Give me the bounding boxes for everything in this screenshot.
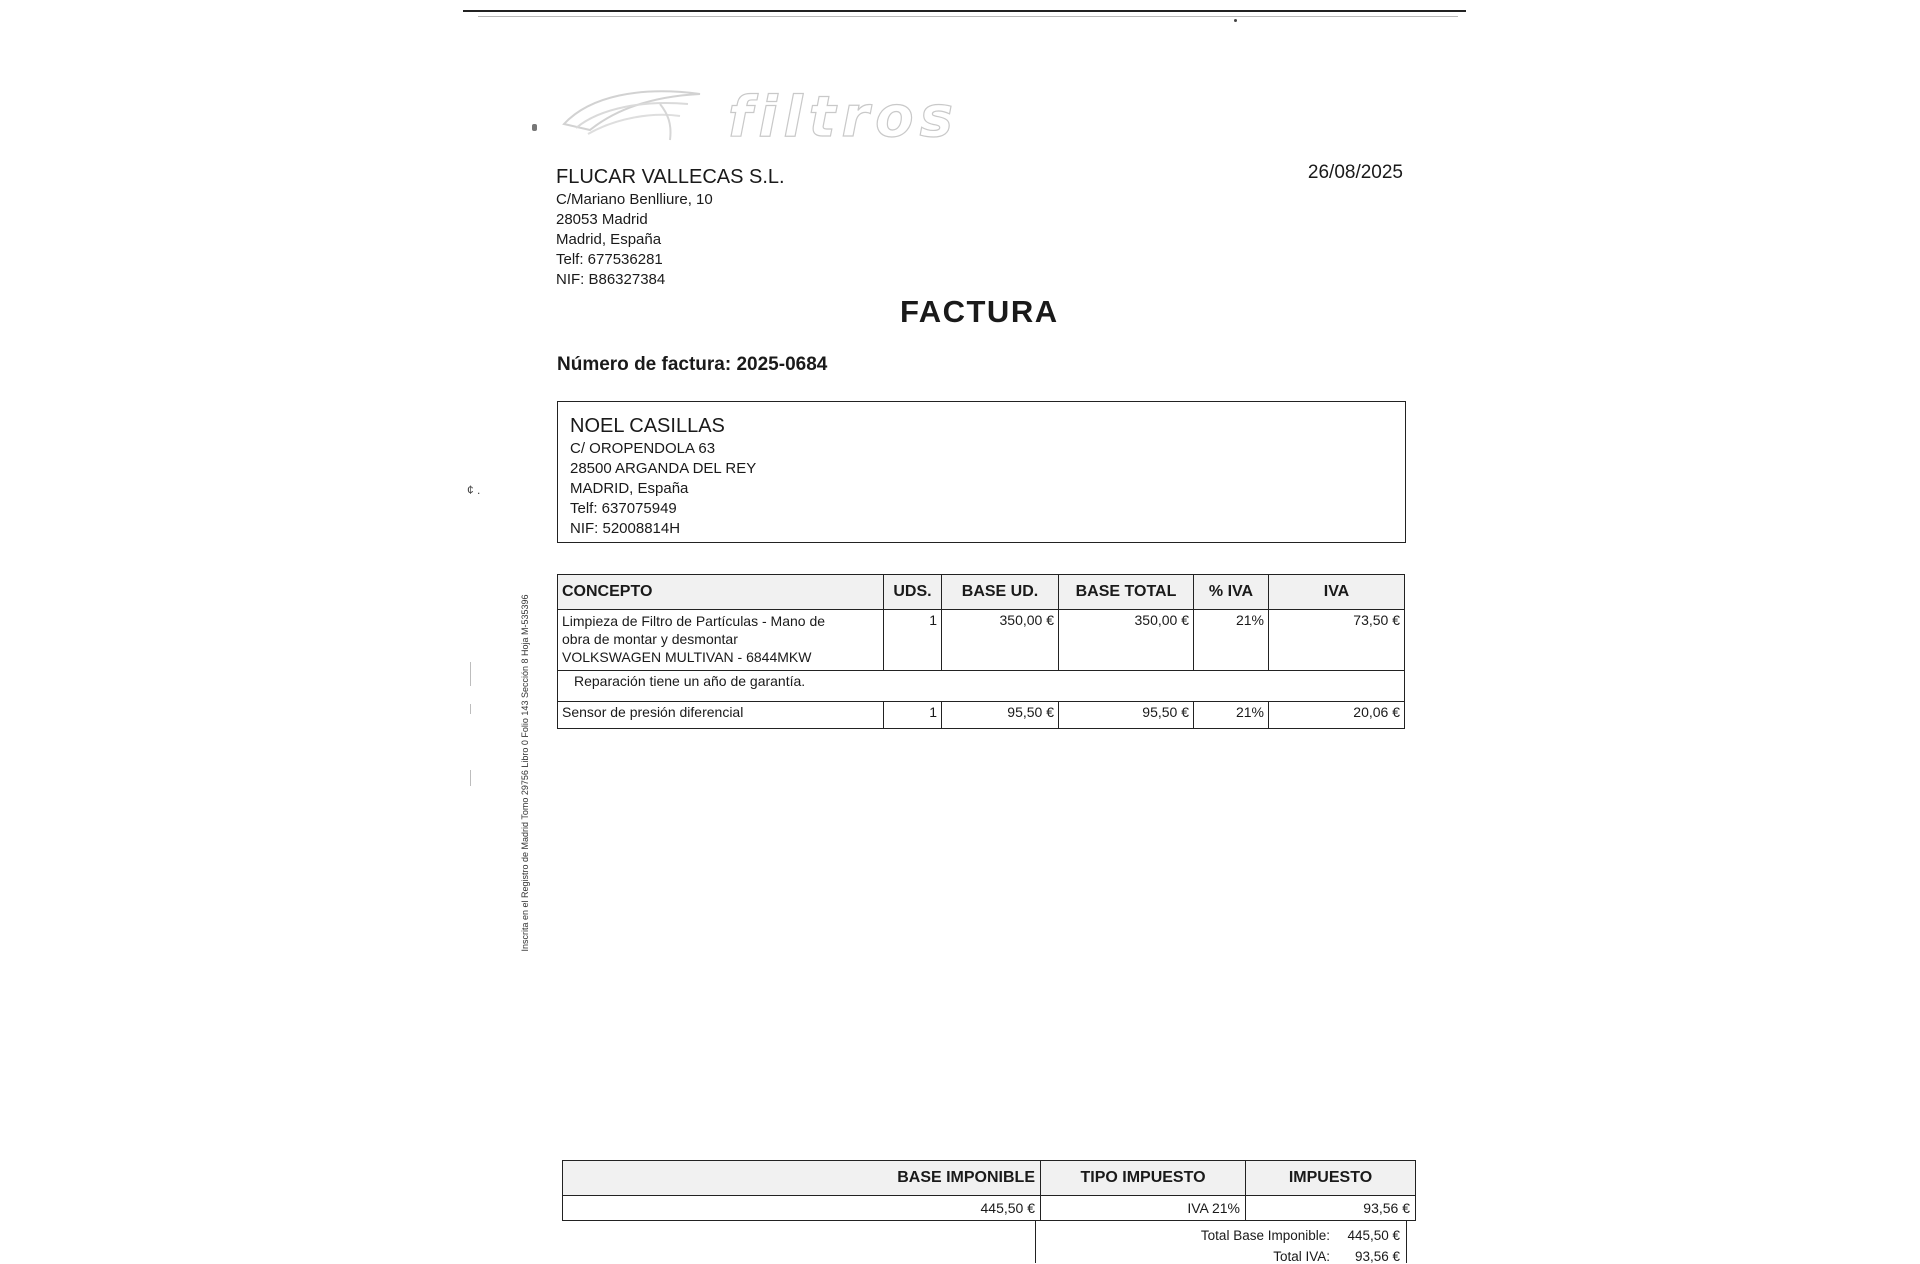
filtros-logo-icon [560,84,710,146]
concept-cell: Sensor de presión diferencial [558,702,884,729]
client-name: NOEL CASILLAS [570,415,725,437]
tax-base-value: 445,50 € [563,1196,1041,1221]
client-phone: Telf: 637075949 [570,500,677,517]
total-base-cell: 350,00 € [1059,610,1194,671]
issuer-nif: NIF: B86327384 [556,271,666,288]
items-header-row [558,575,1405,610]
client-city: 28500 ARGANDA DEL REY [570,460,757,477]
concept-line: Limpieza de Filtro de Partículas - Mano de [562,613,826,629]
summary-header: BASE IMPONIBLE [563,1161,1041,1196]
vat-cell: 73,50 € [1269,610,1405,671]
issuer-address: C/Mariano Benlliure, 10 [556,191,713,208]
warranty-note: Reparación tiene un año de garantía. [558,671,1405,702]
summary-header: IMPUESTO [1246,1161,1416,1196]
total-vat-value: 93,56 € [1354,1249,1400,1264]
total-base-label: Total Base Imponible: [1200,1228,1330,1243]
items-table [557,574,1405,729]
summary-header: TIPO IMPUESTO [1041,1161,1246,1196]
tax-amount-value: 93,56 € [1246,1196,1416,1221]
concept-line: VOLKSWAGEN MULTIVAN - 6844MKW [562,649,812,665]
invoice-number: Número de factura: 2025-0684 [557,354,828,375]
concept-cell [558,610,884,671]
summary-row [563,1196,1416,1221]
column-header: BASE TOTAL [1059,575,1194,610]
concept-line: obra de montar y desmontar [562,631,738,647]
units-cell: 1 [884,610,942,671]
issuer-name: FLUCAR VALLECAS S.L. [556,166,785,188]
column-header: % IVA [1194,575,1269,610]
invoice-date: 26/08/2025 [1307,162,1403,183]
note-row [558,671,1405,702]
company-logo-text: filtros [728,85,959,150]
column-header: BASE UD. [942,575,1059,610]
margin-dash [470,662,471,686]
tax-type-value: IVA 21% [1041,1196,1246,1221]
tax-summary-table [562,1160,1416,1221]
margin-mark: ¢ . [467,483,481,497]
top-rule [463,10,1466,12]
column-header: UDS. [884,575,942,610]
client-region: MADRID, España [570,480,689,497]
total-vat-label: Total IVA: [1273,1249,1330,1264]
client-nif: NIF: 52008814H [570,520,681,537]
scan-dot [1234,19,1237,22]
summary-header-row [563,1161,1416,1196]
issuer-city: 28053 Madrid [556,211,648,228]
scan-mark [532,124,537,131]
margin-dash [470,704,471,714]
table-row [558,702,1405,729]
unit-base-cell: 350,00 € [942,610,1059,671]
table-row [558,610,1405,671]
registry-margin-text: Inscrita en el Registro de Madrid Tomo 29756 Libro 0 Folio 143 Sección 8 Hoja M-535396 [520,594,530,952]
vat-rate-cell: 21% [1194,702,1269,729]
issuer-region: Madrid, España [556,231,662,248]
client-address: C/ OROPENDOLA 63 [570,440,716,457]
unit-base-cell: 95,50 € [942,702,1059,729]
top-rule-faint [478,16,1458,17]
column-header: CONCEPTO [558,575,884,610]
vat-rate-cell: 21% [1194,610,1269,671]
issuer-phone: Telf: 677536281 [556,251,663,268]
total-base-cell: 95,50 € [1059,702,1194,729]
column-header: IVA [1269,575,1405,610]
vat-cell: 20,06 € [1269,702,1405,729]
document-title: FACTURA [900,294,1059,329]
margin-dash [470,770,471,786]
units-cell: 1 [884,702,942,729]
total-base-value: 445,50 € [1347,1228,1400,1243]
